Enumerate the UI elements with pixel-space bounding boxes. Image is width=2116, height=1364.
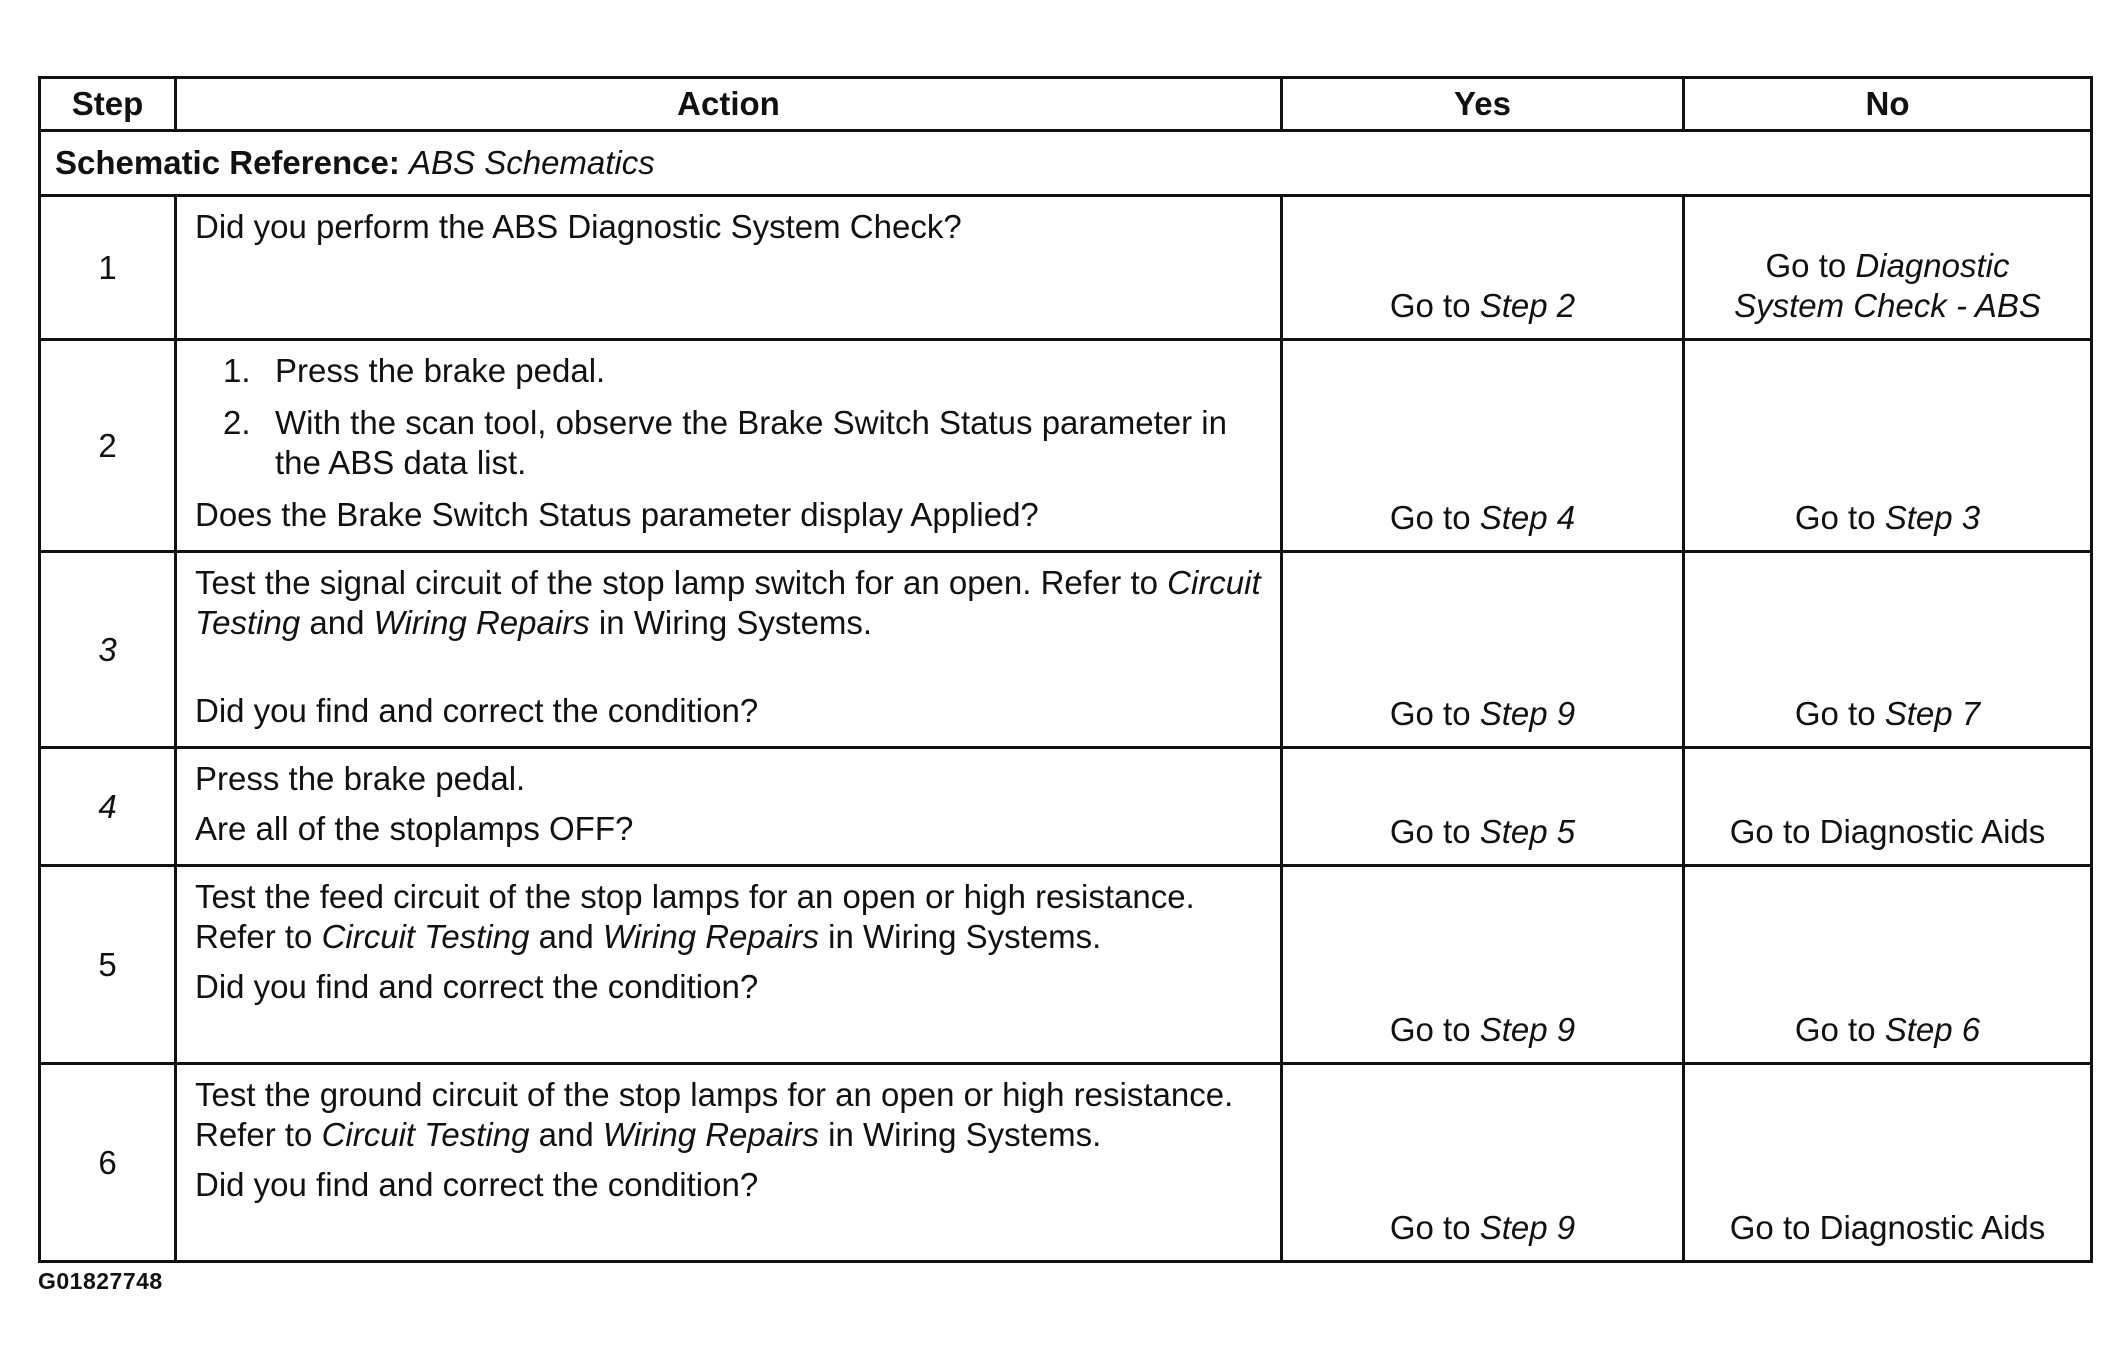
step-number: 4 — [40, 748, 176, 866]
table-row — [40, 748, 2092, 866]
wiring-repairs-link[interactable]: Wiring Repairs — [602, 1116, 819, 1153]
action-question: Are all of the stoplamps OFF? — [195, 810, 634, 847]
yes-prefix: Go to — [1389, 813, 1471, 850]
diagnostic-aids-link[interactable]: Go to Diagnostic Aids — [1729, 1209, 2046, 1246]
table-row — [40, 552, 2092, 748]
action-list — [195, 351, 1262, 483]
spacer — [195, 643, 1262, 691]
schematic-reference-row — [40, 131, 2092, 196]
table-row — [40, 1064, 2092, 1262]
yes-prefix: Go to — [1389, 1011, 1471, 1048]
instruction-text: Test the ground circuit of the stop lamps for an open or high resistance. Refer to — [195, 1076, 1234, 1153]
action-instruction — [195, 877, 1262, 957]
yes-step-link[interactable]: Step 4 — [1479, 499, 1576, 536]
yes-step-link[interactable]: Step 9 — [1479, 1011, 1576, 1048]
step-number: 2 — [40, 340, 176, 552]
wiring-repairs-link[interactable]: Wiring Repairs — [373, 604, 590, 641]
yes-prefix: Go to — [1389, 695, 1471, 732]
no-link[interactable] — [1693, 246, 2082, 326]
list-item-number: 1. — [223, 352, 251, 389]
yes-cell — [1282, 866, 1684, 1064]
no-prefix: Go to — [1794, 499, 1876, 536]
no-target-line2: System Check - ABS — [1734, 287, 2041, 324]
yes-cell — [1282, 552, 1684, 748]
action-cell — [176, 340, 1282, 552]
instruction-text: Test the signal circuit of the stop lamp switch for an open. Refer to — [195, 564, 1158, 601]
action-question: Does the Brake Switch Status parameter display Applied? — [195, 496, 1039, 533]
circuit-testing-link[interactable]: Circuit Testing — [321, 918, 530, 955]
action-instruction — [195, 563, 1262, 643]
wiring-repairs-link[interactable]: Wiring Repairs — [602, 918, 819, 955]
yes-cell — [1282, 748, 1684, 866]
yes-step-link[interactable]: Step 9 — [1479, 695, 1576, 732]
action-cell — [176, 552, 1282, 748]
no-prefix: Go to — [1794, 695, 1876, 732]
step-number: 6 — [40, 1064, 176, 1262]
yes-prefix: Go to — [1389, 499, 1471, 536]
no-prefix: Go to — [1794, 1011, 1876, 1048]
table-header-row — [40, 78, 2092, 131]
no-cell — [1684, 340, 2092, 552]
step-number: 1 — [40, 196, 176, 340]
step-number: 5 — [40, 866, 176, 1064]
yes-step-link[interactable]: Step 9 — [1479, 1209, 1576, 1246]
list-item-text: Press the brake pedal. — [275, 352, 606, 389]
schematic-reference-label: Schematic Reference: — [55, 144, 400, 181]
table-row — [40, 866, 2092, 1064]
table-row — [40, 340, 2092, 552]
no-cell — [1684, 196, 2092, 340]
action-cell — [176, 748, 1282, 866]
schematic-reference-cell — [40, 131, 2092, 196]
no-cell — [1684, 1064, 2092, 1262]
spacer — [195, 799, 1262, 809]
no-target-line1: Diagnostic — [1855, 247, 2010, 284]
action-question: Did you find and correct the condition? — [195, 692, 759, 729]
diagnostic-aids-link[interactable]: Go to Diagnostic Aids — [1729, 813, 2046, 850]
header-action: Action — [176, 78, 1282, 131]
action-instruction: Press the brake pedal. — [195, 760, 526, 797]
yes-prefix: Go to — [1389, 1209, 1471, 1246]
no-step-link[interactable]: Step 3 — [1884, 499, 1981, 536]
circuit-testing-link[interactable]: Circuit Testing — [195, 564, 1261, 641]
instruction-text: in Wiring Systems. — [598, 604, 873, 641]
action-question: Did you find and correct the condition? — [195, 968, 759, 1005]
header-no: No — [1684, 78, 2092, 131]
list-item — [195, 351, 1262, 391]
instruction-text: and — [538, 918, 594, 955]
yes-step-link[interactable]: Step 2 — [1479, 287, 1576, 324]
action-cell — [176, 196, 1282, 340]
yes-cell — [1282, 1064, 1684, 1262]
spacer — [195, 1155, 1262, 1165]
schematic-reference-link[interactable]: ABS Schematics — [409, 144, 655, 181]
header-step: Step — [40, 78, 176, 131]
yes-cell — [1282, 196, 1684, 340]
figure-id: G01827748 — [38, 1268, 163, 1294]
no-step-link[interactable]: Step 6 — [1884, 1011, 1981, 1048]
step-number: 3 — [40, 552, 176, 748]
action-cell — [176, 1064, 1282, 1262]
no-step-link[interactable]: Step 7 — [1884, 695, 1981, 732]
action-cell — [176, 866, 1282, 1064]
circuit-testing-link[interactable]: Circuit Testing — [321, 1116, 530, 1153]
instruction-text: and — [309, 604, 365, 641]
no-cell — [1684, 552, 2092, 748]
action-instruction — [195, 1075, 1262, 1155]
yes-step-link[interactable]: Step 5 — [1479, 813, 1576, 850]
list-item — [195, 403, 1262, 483]
action-question: Did you find and correct the condition? — [195, 1166, 759, 1203]
no-prefix: Go to — [1765, 247, 1847, 284]
table-row — [40, 196, 2092, 340]
instruction-text: Test the feed circuit of the stop lamps for an open or high resistance. Refer to — [195, 878, 1195, 955]
no-cell — [1684, 866, 2092, 1064]
action-question: Did you perform the ABS Diagnostic System Check? — [195, 208, 962, 245]
header-yes: Yes — [1282, 78, 1684, 131]
diagnostic-table — [38, 76, 2093, 1263]
instruction-text: and — [538, 1116, 594, 1153]
yes-cell — [1282, 340, 1684, 552]
no-cell — [1684, 748, 2092, 866]
list-item-number: 2. — [223, 404, 251, 441]
yes-prefix: Go to — [1389, 287, 1471, 324]
list-item-text: With the scan tool, observe the Brake Switch Status parameter in the ABS data list. — [275, 404, 1227, 481]
spacer — [195, 957, 1262, 967]
instruction-text: in Wiring Systems. — [828, 1116, 1102, 1153]
instruction-text: in Wiring Systems. — [828, 918, 1102, 955]
